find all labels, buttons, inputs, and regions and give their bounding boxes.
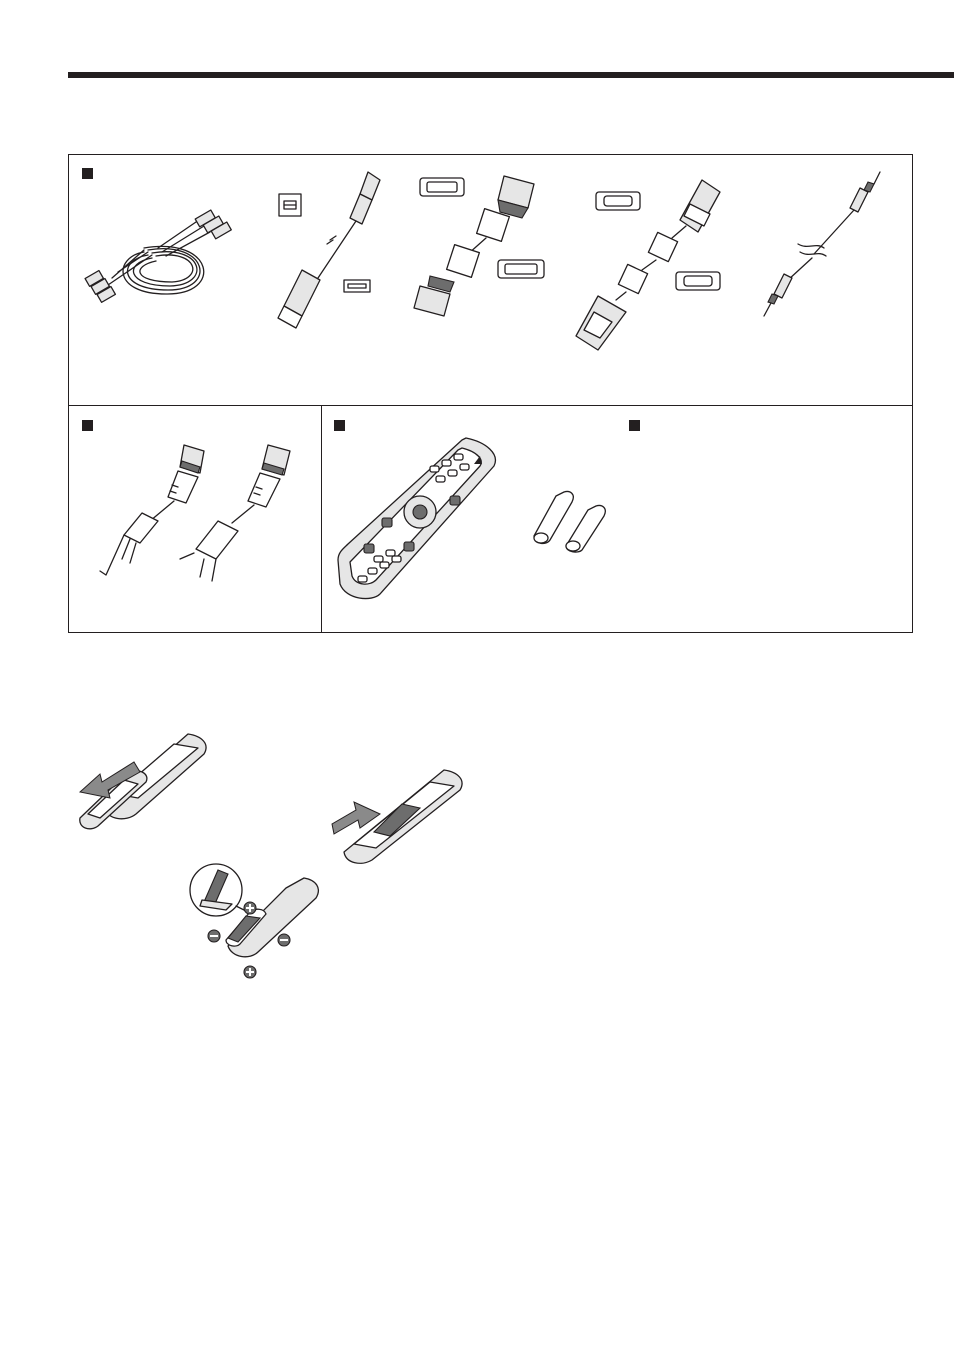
remote-control-illustration: [334, 436, 504, 602]
av-cable-illustration: [78, 200, 243, 310]
audio-cable-illustration: [752, 170, 892, 320]
rs232c-cable-illustration: [572, 176, 732, 351]
power-cords-illustration: [92, 435, 312, 590]
battery-step-insert-batteries: [188, 860, 323, 980]
section-bullet-remote: [334, 420, 345, 431]
batteries-illustration: [526, 488, 610, 550]
section-bullet-other: [629, 420, 640, 431]
section-bullet-power-cords: [82, 420, 93, 431]
battery-step-close-cover: [332, 768, 467, 866]
battery-step-open-cover: [78, 732, 213, 834]
rgb-cable-illustration: [410, 168, 560, 318]
accessories-column-divider: [321, 405, 322, 633]
section-bullet-cables: [82, 168, 93, 179]
accessories-row-divider: [68, 405, 913, 406]
usb-cable-illustration: [258, 168, 388, 328]
header-rule: [68, 72, 954, 78]
